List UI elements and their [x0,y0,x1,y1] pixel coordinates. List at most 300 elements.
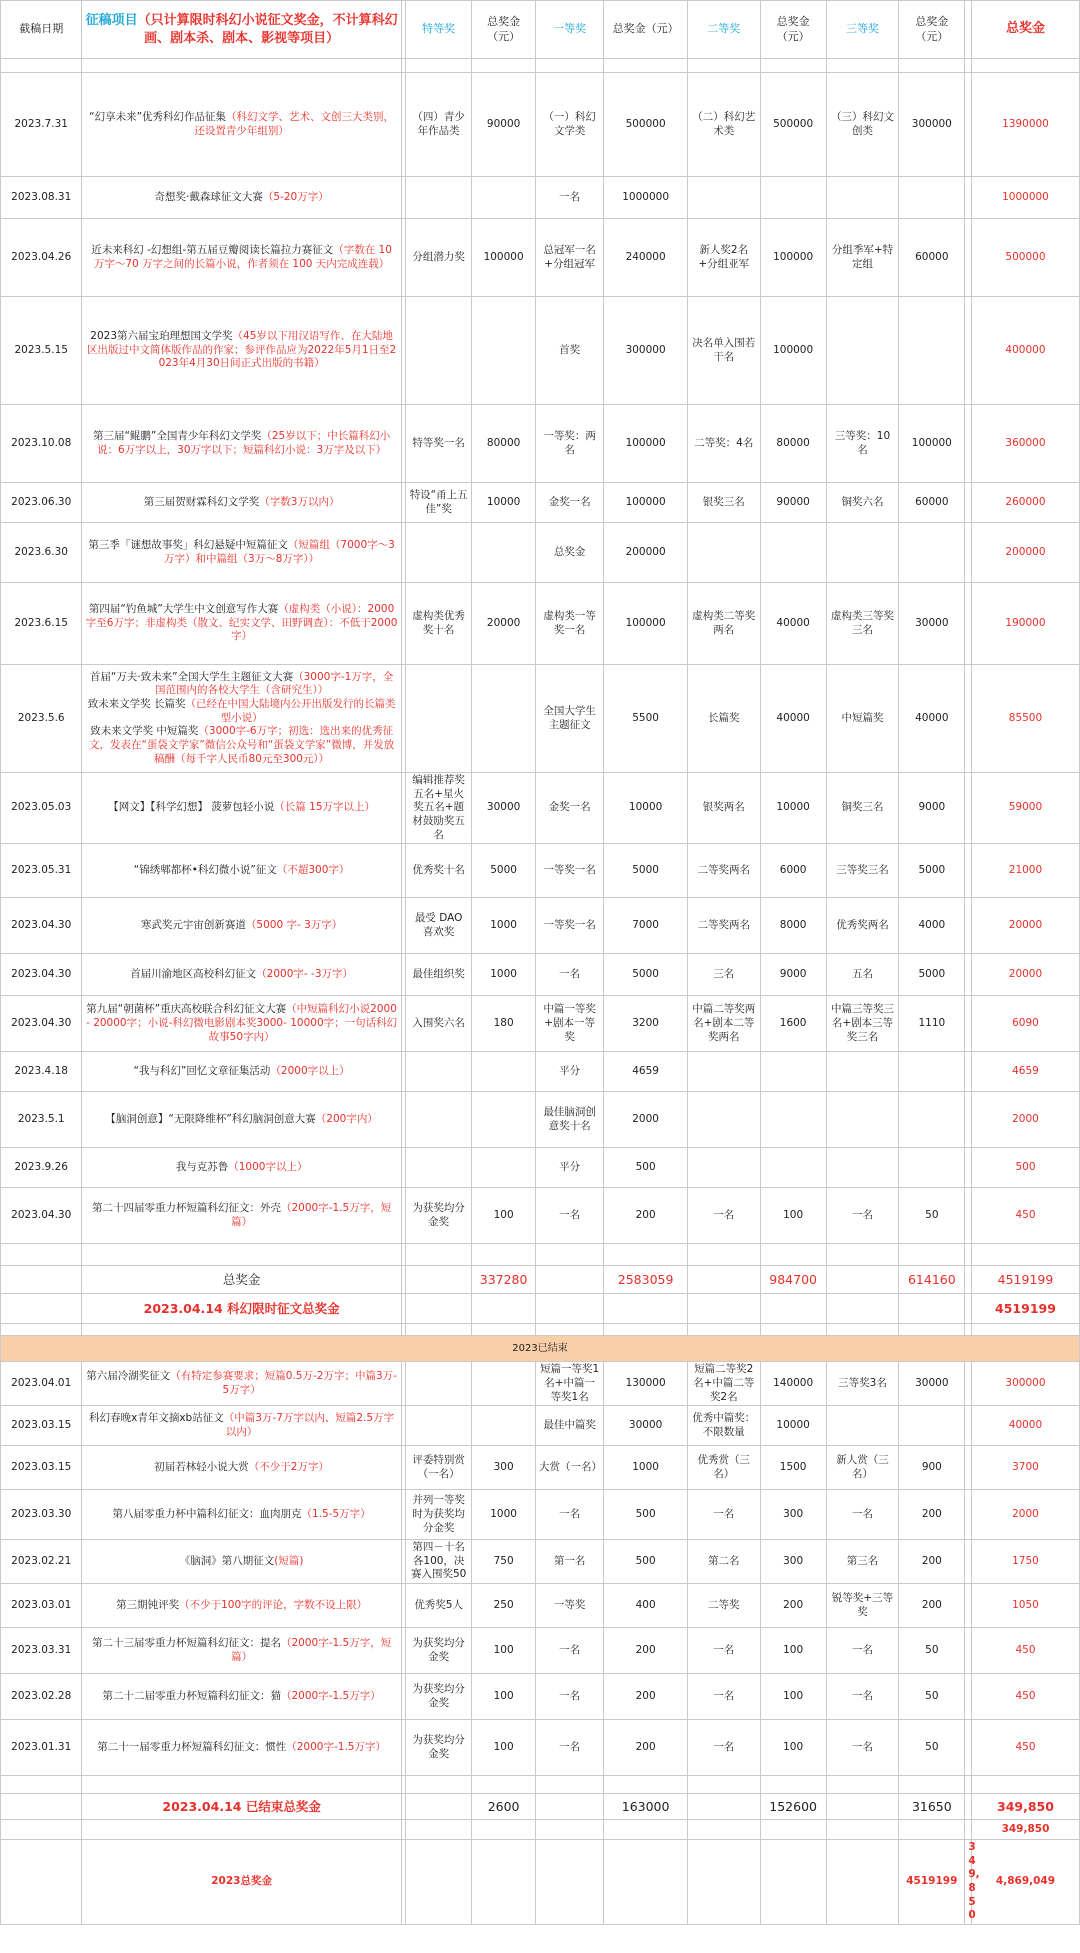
total-money: 400000 [971,297,1079,405]
total-money: 450 [971,1628,1079,1674]
first-prize: 一名 [536,1628,604,1674]
project-name [82,1092,401,1148]
third-money: 50 [899,1674,965,1720]
gap-cell [965,1674,972,1720]
project-name [82,1148,401,1188]
first-money: 400 [604,1584,688,1628]
gap-cell [760,1840,826,1925]
third-prize: 一名 [826,1628,899,1674]
table-row [1,73,1080,177]
deadline-date: 2023.02.21 [1,1540,82,1584]
grand-total-row [1,1840,1080,1925]
third-money: 60000 [899,219,965,297]
special-money [472,1362,536,1406]
project-note: （45岁以下用汉语写作、在大陆地区出版过中文简体版作品的作家；参评作品应为2022年5月1日至2023年4月30日间正式出版的书籍） [86,330,397,370]
second-prize: 二等奖 [687,1584,760,1628]
table-row [1,1188,1080,1244]
sum-total: 4519199 [971,1266,1079,1294]
special-prize [406,1362,472,1406]
third-money [899,1148,965,1188]
third-money: 60000 [899,483,965,523]
table-row [1,177,1080,219]
project-title: 第三期钝评奖 [116,1598,180,1611]
first-prize: 金奖一名 [536,773,604,844]
special-money: 100 [472,1628,536,1674]
second-money: 40000 [760,583,826,665]
total-money: 20000 [971,898,1079,954]
sum-row-2 [1,1294,1080,1324]
grand-ended: 349,850 [965,1840,972,1925]
total-money: 59000 [971,773,1079,844]
second-prize: 一名 [687,1490,760,1540]
gap-cell [965,1294,972,1324]
project-note: （字数3万以内） [259,495,340,508]
special-money: 1000 [472,954,536,996]
project-note: （虚构类（小说）：2000字至6万字；非虚构类（散文、纪实文学、田野调查）：不低于2000字） [85,603,398,643]
special-prize: 编辑推荐奖五名+星火奖五名+题材鼓励奖五名 [406,773,472,844]
gap-cell [687,1294,760,1324]
third-prize: 中篇三等奖三名+剧本三等奖三名 [826,996,899,1052]
total-money: 500000 [971,219,1079,297]
gap-cell [965,1628,972,1674]
special-prize [406,665,472,773]
grand-total: 4,869,049 [971,1840,1079,1925]
project-note: （不少于100字的评论，字数不设上限） [179,1598,368,1611]
project-title: “锦绣郫都杯•科幻微小说”征文 [133,863,277,876]
project-name [82,73,401,177]
second-money: 300 [760,1490,826,1540]
special-money: 80000 [472,405,536,483]
second-prize: 新人奖2名+分组亚军 [687,219,760,297]
gap-cell [472,1840,536,1925]
total-money: 200000 [971,523,1079,583]
ended-sum-row [1,1794,1080,1820]
project-title: 【网文】【科学幻想】 菠萝包轻小说 [108,801,275,814]
third-money: 30000 [899,583,965,665]
project-name [82,1052,401,1092]
header-second: 二等奖 [687,1,760,59]
deadline-date: 2023.5.1 [1,1092,82,1148]
project-title: 《脑洞》第八期征文 [179,1554,275,1567]
second-money: 200 [760,1584,826,1628]
second-money: 1600 [760,996,826,1052]
gap-cell [965,1720,972,1776]
first-money: 100000 [604,483,688,523]
project-title: 致未来文学奖 中短篇奖 [90,725,199,738]
project-name [82,297,401,405]
second-money: 300 [760,1540,826,1584]
project-note: （中短篇科幻小说2000- 20000字；小说-科幻微电影剧本奖3000- 10000字；一句话科幻故事50字内） [86,1003,398,1043]
project-title: 第三季「谜想故事奖」科幻悬疑中短篇征文 [88,538,288,551]
project-name [82,1540,401,1584]
gap-cell [406,1294,472,1324]
project-note: （1.5-5万字） [301,1507,371,1520]
second-prize: 一名 [687,1188,760,1244]
project-name [82,219,401,297]
second-money: 40000 [760,665,826,773]
second-money: 100 [760,1674,826,1720]
deadline-date: 2023.03.31 [1,1628,82,1674]
project-note: （字数在 10 万字～70 万字之间的长篇小说，作者须在 100 天内完成连载） [93,243,392,270]
project-note: （2000字-1.5万字） [281,1689,381,1702]
first-prize: 一名 [536,1490,604,1540]
third-money: 50 [899,1188,965,1244]
special-prize: 分组潜力奖 [406,219,472,297]
gap-cell [604,1294,688,1324]
gap-cell [965,73,972,177]
special-money: 30000 [472,773,536,844]
total-money: 2000 [971,1490,1079,1540]
project-title: 首届“万夫·致未来”全国大学生主题征文大赛 [89,670,294,683]
gap-cell [826,1294,899,1324]
first-prize: 最佳脑洞创意奖十名 [536,1092,604,1148]
special-money: 180 [472,996,536,1052]
spacer-row [1,59,1080,73]
second-money [760,177,826,219]
table-row [1,844,1080,898]
project-name [82,954,401,996]
special-prize: 入围奖六名 [406,996,472,1052]
gap-cell [965,996,972,1052]
gap-cell [965,773,972,844]
project-note: （不少于2万字） [248,1460,329,1473]
second-money: 6000 [760,844,826,898]
special-money: 1000 [472,898,536,954]
spacer-row [1,1324,1080,1336]
gap-cell [1,1294,82,1324]
second-prize: 长篇奖 [687,665,760,773]
header-money-third: 总奖金（元） [899,1,965,59]
project-title: 第二十三届零重力杯短篇科幻征文：提名 [92,1636,281,1649]
project-name [82,773,401,844]
total-money: 1750 [971,1540,1079,1584]
deadline-date: 2023.5.15 [1,297,82,405]
second-money: 100000 [760,297,826,405]
first-prize: 短篇一等奖1名+中篇一等奖1名 [536,1362,604,1406]
special-prize [406,1052,472,1092]
gap-cell [965,1540,972,1584]
project-note: (短篇) [274,1554,304,1567]
second-money: 9000 [760,954,826,996]
third-prize: 新人赏（三名） [826,1446,899,1490]
first-prize: 一名 [536,1188,604,1244]
ended-sum-first: 163000 [604,1794,688,1820]
special-money [472,1148,536,1188]
total-money: 1050 [971,1584,1079,1628]
first-prize: 一等奖 [536,1584,604,1628]
table-row [1,1674,1080,1720]
special-prize: 特设“甬上五佳”奖 [406,483,472,523]
project-title: 第六届冷湖奖征文 [86,1370,171,1383]
deadline-date: 2023.03.30 [1,1490,82,1540]
special-prize [406,1406,472,1446]
second-money: 90000 [760,483,826,523]
special-money: 300 [472,1446,536,1490]
ended-divider [1,1336,1080,1362]
project-note: （科幻文学、艺术、文创三大类别，还设置青少年组别） [194,110,395,137]
third-money: 30000 [899,1362,965,1406]
project-name [82,405,401,483]
project-line [85,725,397,766]
third-money: 9000 [899,773,965,844]
table-row [1,483,1080,523]
project-note: （长篇 15万字以上） [274,801,375,814]
project-note: （200字内） [315,1112,378,1125]
gap-cell [965,483,972,523]
project-title: 首届川渝地区高校科幻征文 [130,967,257,980]
project-title: 第二十二届零重力杯短篇科幻征文：猫 [102,1689,281,1702]
deadline-date: 2023.03.15 [1,1406,82,1446]
first-money: 300000 [604,297,688,405]
special-prize: 最受 DAO 喜欢奖 [406,898,472,954]
project-name [82,177,401,219]
project-name [82,483,401,523]
table-row [1,665,1080,773]
third-money [899,523,965,583]
third-prize: （三）科幻文创类 [826,73,899,177]
header-project: 征稿项目（只计算限时科幻小说征文奖金，不计算科幻画、剧本杀、剧本、影视等项目） [82,1,401,59]
special-prize: 优秀奖5人 [406,1584,472,1628]
gap-cell [965,1490,972,1540]
special-money [472,1092,536,1148]
second-prize [687,1148,760,1188]
total-money: 21000 [971,844,1079,898]
project-name [82,1490,401,1540]
deadline-date: 2023.10.08 [1,405,82,483]
sum-label: 总奖金 [82,1266,401,1294]
first-prize: 首奖 [536,297,604,405]
gap-cell [536,1266,604,1294]
table-row [1,1148,1080,1188]
first-money: 10000 [604,773,688,844]
second-prize: 优秀赏（三名） [687,1446,760,1490]
deadline-date: 2023.04.30 [1,898,82,954]
ended-total-repeat: 349,850 [971,1820,1079,1840]
first-money: 1000 [604,1446,688,1490]
project-title: 致未来文学奖 长篇奖 [87,698,186,711]
deadline-date: 2023.04.30 [1,1188,82,1244]
second-money: 100000 [760,219,826,297]
total-money: 300000 [971,1362,1079,1406]
total-money: 450 [971,1188,1079,1244]
table-row [1,898,1080,954]
first-money: 200 [604,1628,688,1674]
second-money: 100 [760,1628,826,1674]
third-prize: 分组季军+特定组 [826,219,899,297]
total-money: 1390000 [971,73,1079,177]
third-money [899,1092,965,1148]
special-money [472,523,536,583]
project-title: 第二十四届零重力杯短篇科幻征文：外壳 [92,1202,281,1215]
project-name [82,583,401,665]
third-prize: 一名 [826,1674,899,1720]
second-money [760,1092,826,1148]
third-prize: 锐等奖+三等奖 [826,1584,899,1628]
deadline-date: 2023.6.30 [1,523,82,583]
sum-row [1,1266,1080,1294]
gap-cell [536,1840,604,1925]
first-money: 200 [604,1720,688,1776]
special-money: 750 [472,1540,536,1584]
first-prize: 一名 [536,177,604,219]
third-prize: 中短篇奖 [826,665,899,773]
special-prize [406,1092,472,1148]
third-money: 200 [899,1540,965,1584]
special-prize [406,523,472,583]
third-prize: 三等奖3名 [826,1362,899,1406]
special-money: 10000 [472,483,536,523]
total-money: 6090 [971,996,1079,1052]
table-row [1,1720,1080,1776]
grand-label: 2023总奖金 [82,1840,401,1925]
table-row [1,1628,1080,1674]
total-money: 360000 [971,405,1079,483]
total-money: 40000 [971,1406,1079,1446]
sum-second: 984700 [760,1266,826,1294]
project-title: 寒武奖元宇宙创新赛道 [140,918,246,931]
total-money: 3700 [971,1446,1079,1490]
project-note: （中篇3万-7万字以内、短篇2.5万字以内） [223,1412,395,1438]
project-title: 初届若林轻小说大赏 [154,1460,249,1473]
second-money: 100 [760,1720,826,1776]
deadline-date: 2023.04.26 [1,219,82,297]
special-prize: 为获奖均分金奖 [406,1720,472,1776]
sum-total-2: 4519199 [971,1294,1079,1324]
third-money: 50 [899,1628,965,1674]
gap-cell [965,1820,972,1840]
gap-cell [965,1584,972,1628]
gap-cell [604,1820,688,1840]
project-name [82,1674,401,1720]
project-note: （已经在中国大陆境内公开出版发行的长篇类型小说） [185,698,396,724]
gap-cell [536,1794,604,1820]
second-prize: 优秀中篇奖：不限数量 [687,1406,760,1446]
gap-cell [760,1294,826,1324]
gap-cell [965,665,972,773]
third-prize: 五名 [826,954,899,996]
project-name [82,1406,401,1446]
total-money: 500 [971,1148,1079,1188]
header-third: 三等奖 [826,1,899,59]
first-money: 7000 [604,898,688,954]
special-prize: 优秀奖十名 [406,844,472,898]
first-money: 100000 [604,405,688,483]
project-note: （2000字-1.5万字，短篇） [231,1202,392,1228]
third-prize: 第三名 [826,1540,899,1584]
project-note: （不超300字） [276,863,350,876]
first-prize: 一名 [536,1674,604,1720]
third-money: 100000 [899,405,965,483]
special-prize [406,297,472,405]
sum-label-2: 2023.04.14 科幻限时征文总奖金 [82,1294,401,1324]
special-prize: 最佳组织奖 [406,954,472,996]
total-money: 85500 [971,665,1079,773]
special-prize [406,177,472,219]
ended-sum-repeat [1,1820,1080,1840]
gap-cell [687,1794,760,1820]
second-prize: 银奖两名 [687,773,760,844]
third-money: 300000 [899,73,965,177]
first-money: 5500 [604,665,688,773]
special-money: 100 [472,1188,536,1244]
deadline-date: 2023.05.31 [1,844,82,898]
special-prize: 为获奖均分金奖 [406,1674,472,1720]
first-money: 100000 [604,583,688,665]
gap-cell [965,1406,972,1446]
special-money: 5000 [472,844,536,898]
deadline-date: 2023.04.30 [1,954,82,996]
third-prize: 优秀奖两名 [826,898,899,954]
second-money [760,1148,826,1188]
project-title: 第四届“钓鱼城”大学生中文创意写作大赛 [88,603,279,616]
project-note: （2000字- -3万字） [256,967,354,980]
special-money [472,665,536,773]
total-money: 4659 [971,1052,1079,1092]
first-money: 500 [604,1490,688,1540]
project-name [82,1584,401,1628]
deadline-date: 2023.05.03 [1,773,82,844]
table-row [1,583,1080,665]
second-prize: 决名单入围若干名 [687,297,760,405]
gap-cell [1,1794,82,1820]
second-money: 10000 [760,1406,826,1446]
header-first: 一等奖 [536,1,604,59]
project-name [82,996,401,1052]
first-money: 130000 [604,1362,688,1406]
special-money [472,297,536,405]
gap-cell [406,1266,472,1294]
second-prize [687,1052,760,1092]
special-money [472,1052,536,1092]
second-money: 8000 [760,898,826,954]
deadline-date: 2023.06.30 [1,483,82,523]
second-prize [687,177,760,219]
third-money [899,1052,965,1092]
third-prize: 铜奖三名 [826,773,899,844]
second-prize: 一名 [687,1628,760,1674]
gap-cell [604,1840,688,1925]
ended-sum-total: 349,850 [971,1794,1079,1820]
header-row [1,1,1080,59]
gap-cell [965,405,972,483]
first-money: 5000 [604,954,688,996]
spacer-row [1,1776,1080,1794]
gap-cell [965,844,972,898]
ended-sum-special: 2600 [472,1794,536,1820]
first-money: 240000 [604,219,688,297]
second-prize: 一名 [687,1674,760,1720]
first-prize: 全国大学生主题征文 [536,665,604,773]
gap-cell [1,1820,82,1840]
third-prize: 虚构类三等奖三名 [826,583,899,665]
gap-cell [965,523,972,583]
project-name [82,523,401,583]
table-row [1,1092,1080,1148]
project-note: （5-20万字） [262,190,329,203]
project-title: 近未来科幻 -幻想组-第五届豆瓣阅读长篇拉力赛征文 [91,243,334,256]
third-prize [826,1148,899,1188]
third-money [899,1406,965,1446]
third-money: 5000 [899,954,965,996]
deadline-date: 2023.04.30 [1,996,82,1052]
third-prize [826,1406,899,1446]
ended-divider-label: 2023已结束 [1,1336,1080,1362]
third-prize: 三等奖：10名 [826,405,899,483]
total-money: 2000 [971,1092,1079,1148]
first-prize: 一名 [536,954,604,996]
project-note: （2000字-1.5万字） [286,1740,386,1753]
project-title: 第二十一届零重力杯短篇科幻征文：惯性 [97,1740,287,1753]
